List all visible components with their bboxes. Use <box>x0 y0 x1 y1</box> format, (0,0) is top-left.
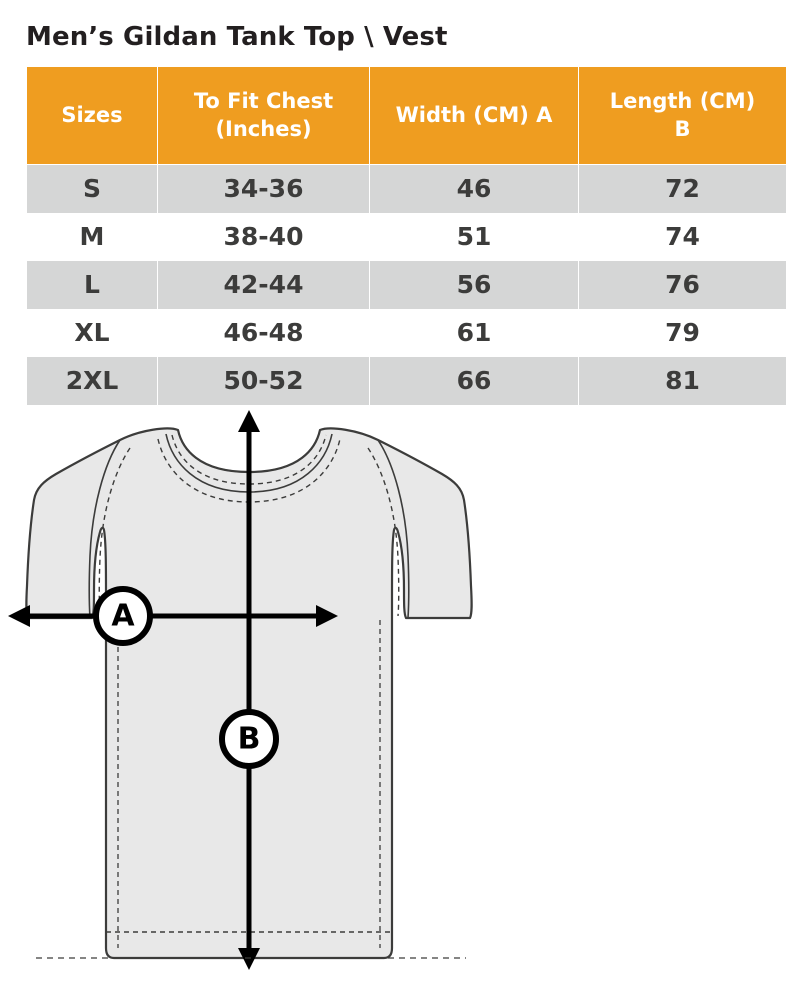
cell-size: M <box>27 213 158 261</box>
cell-chest: 34-36 <box>158 165 370 213</box>
marker-b <box>222 712 276 766</box>
garment-diagram <box>0 408 812 1000</box>
cell-chest: 42-44 <box>158 261 370 309</box>
column-header-length-line2: B <box>674 116 691 141</box>
cell-size: 2XL <box>27 357 158 405</box>
table-row <box>27 309 787 357</box>
cell-length: 72 <box>579 165 787 213</box>
table-body <box>27 165 787 405</box>
column-header-length <box>579 67 787 165</box>
cell-width: 61 <box>370 309 579 357</box>
cell-size: S <box>27 165 158 213</box>
table-row <box>27 213 787 261</box>
marker-a-label: A <box>111 598 135 634</box>
cell-chest: 50-52 <box>158 357 370 405</box>
cell-width: 51 <box>370 213 579 261</box>
marker-b-label: B <box>237 721 261 757</box>
table-row <box>27 357 787 405</box>
cell-chest: 46-48 <box>158 309 370 357</box>
cell-chest: 38-40 <box>158 213 370 261</box>
cell-length: 79 <box>579 309 787 357</box>
page-title: Men’s Gildan Tank Top \ Vest <box>26 22 448 52</box>
cell-length: 76 <box>579 261 787 309</box>
marker-a <box>96 589 150 643</box>
cell-size: L <box>27 261 158 309</box>
table-head <box>27 67 787 165</box>
column-header-length-line1: Length (CM) <box>609 88 756 113</box>
size-chart-table <box>26 66 787 405</box>
cell-width: 56 <box>370 261 579 309</box>
cell-size: XL <box>27 309 158 357</box>
cell-length: 81 <box>579 357 787 405</box>
cell-width: 46 <box>370 165 579 213</box>
column-header-chest-line2: (Inches) <box>215 116 312 141</box>
cell-width: 66 <box>370 357 579 405</box>
cell-length: 74 <box>579 213 787 261</box>
column-header-width: Width (CM) A <box>370 67 579 165</box>
column-header-chest-line1: To Fit Chest <box>193 88 334 113</box>
table-header-row <box>27 67 787 165</box>
column-header-chest <box>158 67 370 165</box>
table-row <box>27 165 787 213</box>
column-header-sizes: Sizes <box>27 67 158 165</box>
table-row <box>27 261 787 309</box>
